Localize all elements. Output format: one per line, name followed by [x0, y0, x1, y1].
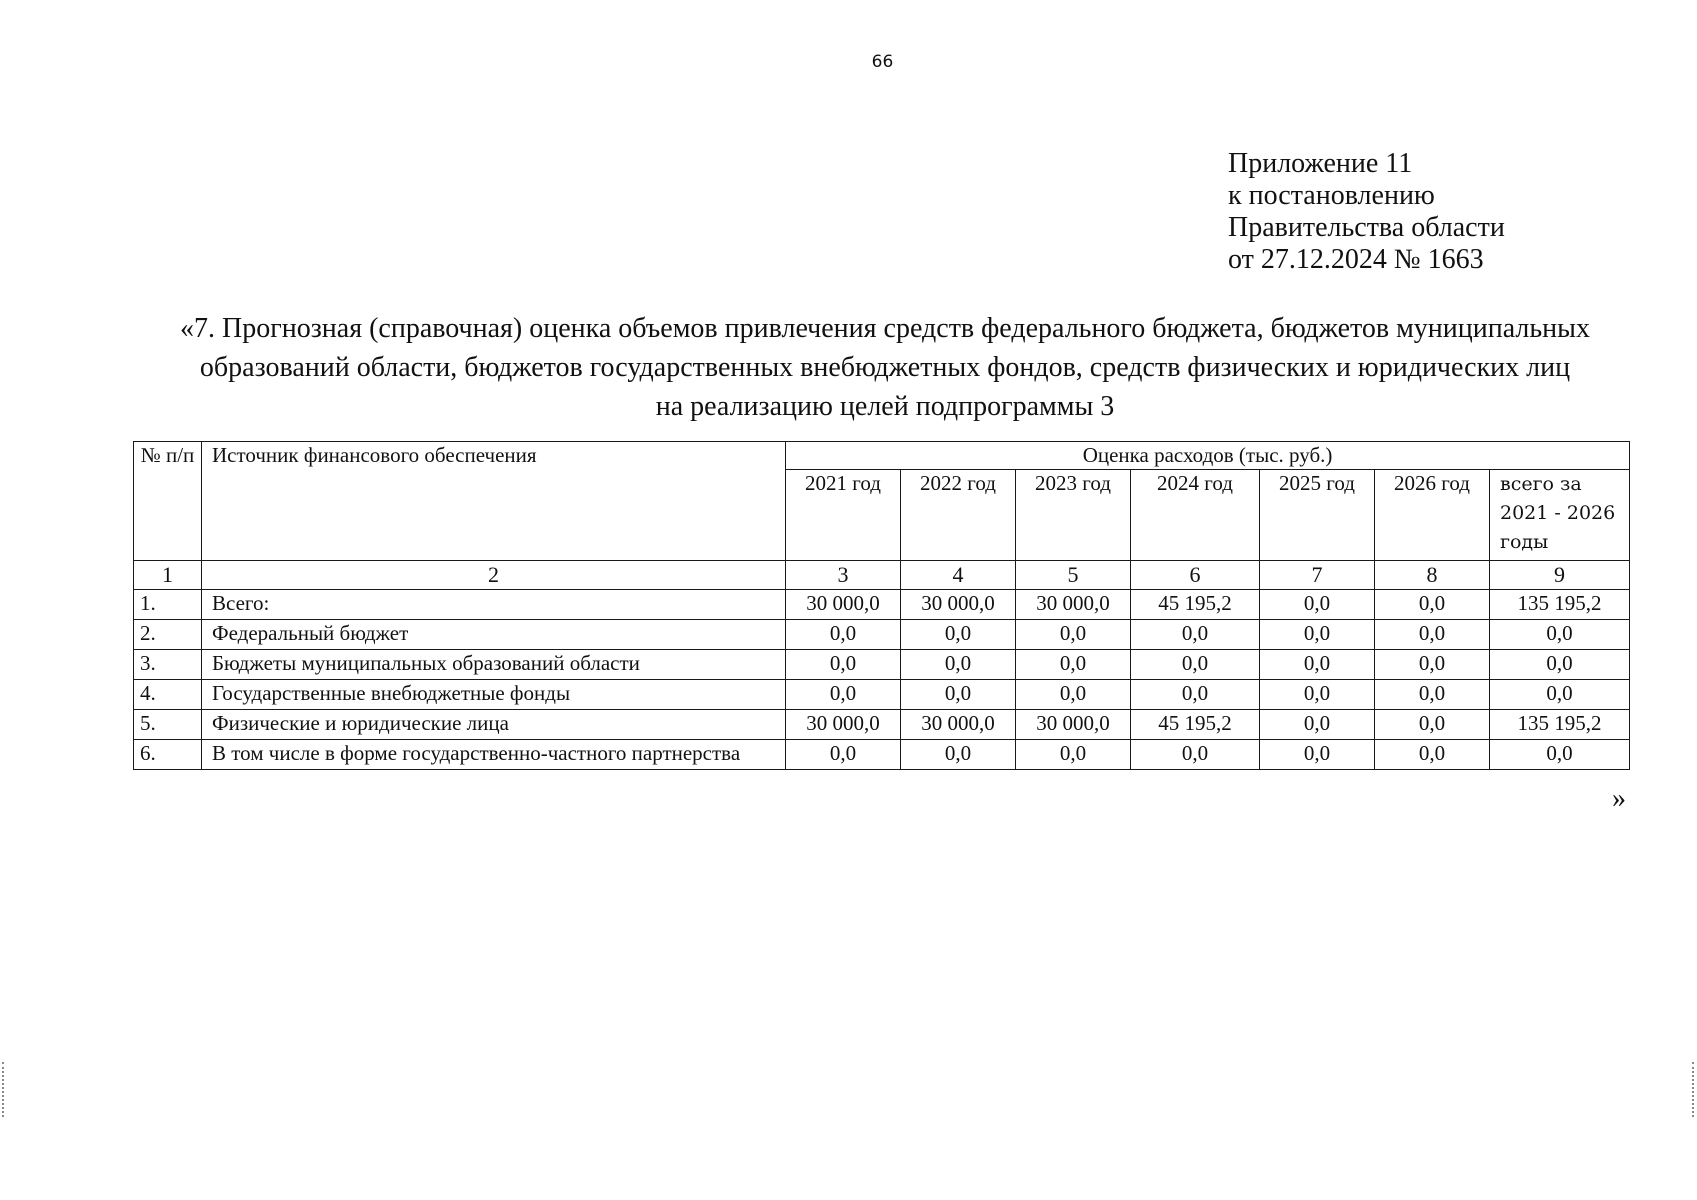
column-index: 2	[202, 561, 786, 590]
row-year-value: 0,0	[786, 620, 901, 650]
row-year-value: 0,0	[1375, 710, 1490, 740]
header-total: всего за 2021 - 2026 годы	[1490, 470, 1630, 561]
row-number: 3.	[134, 650, 202, 680]
header-year: 2022 год	[901, 470, 1016, 561]
row-year-value: 0,0	[1131, 680, 1260, 710]
row-total-value: 0,0	[1490, 650, 1630, 680]
table-row	[134, 680, 1630, 710]
row-year-value: 0,0	[901, 620, 1016, 650]
row-year-value: 30 000,0	[786, 590, 901, 620]
column-index: 3	[786, 561, 901, 590]
row-source: Федеральный бюджет	[202, 620, 786, 650]
column-index: 7	[1260, 561, 1375, 590]
row-number: 4.	[134, 680, 202, 710]
row-year-value: 0,0	[1260, 620, 1375, 650]
appendix-line: Приложение 11	[1228, 148, 1413, 179]
row-year-value: 0,0	[1260, 710, 1375, 740]
row-year-value: 0,0	[1016, 740, 1131, 770]
row-total-value: 0,0	[1490, 680, 1630, 710]
table-row	[134, 620, 1630, 650]
row-total-value: 0,0	[1490, 740, 1630, 770]
table-row	[134, 590, 1630, 620]
funding-table	[133, 441, 1630, 770]
row-source: Государственные внебюджетные фонды	[202, 680, 786, 710]
column-index: 8	[1375, 561, 1490, 590]
row-year-value: 30 000,0	[901, 710, 1016, 740]
appendix-line: от 27.12.2024 № 1663	[1228, 244, 1484, 275]
row-total-value: 0,0	[1490, 620, 1630, 650]
row-year-value: 0,0	[786, 650, 901, 680]
heading-line: на реализацию целей подпрограммы 3	[655, 391, 1115, 422]
header-year: 2023 год	[1016, 470, 1131, 561]
column-index: 4	[901, 561, 1016, 590]
header-year: 2021 год	[786, 470, 901, 561]
column-index: 6	[1131, 561, 1260, 590]
row-year-value: 45 195,2	[1131, 590, 1260, 620]
header-year: 2024 год	[1131, 470, 1260, 561]
row-year-value: 0,0	[1375, 680, 1490, 710]
row-year-value: 45 195,2	[1131, 710, 1260, 740]
heading-line: образований области, бюджетов государственных внебюджетных фондов, средств физических и юридических лиц	[199, 352, 1571, 383]
table-row	[134, 740, 1630, 770]
row-year-value: 0,0	[1260, 650, 1375, 680]
appendix-line: Правительства области	[1228, 212, 1505, 243]
row-year-value: 0,0	[1375, 590, 1490, 620]
header-source: Источник финансового обеспечения	[202, 442, 786, 561]
row-year-value: 0,0	[901, 740, 1016, 770]
row-year-value: 0,0	[1375, 740, 1490, 770]
row-year-value: 0,0	[1131, 740, 1260, 770]
row-source: Всего:	[202, 590, 786, 620]
column-index: 5	[1016, 561, 1131, 590]
scan-edge-mark	[1692, 1062, 1696, 1117]
row-year-value: 0,0	[901, 680, 1016, 710]
header-year: 2026 год	[1375, 470, 1490, 561]
header-year: 2025 год	[1260, 470, 1375, 561]
row-year-value: 30 000,0	[1016, 590, 1131, 620]
row-year-value: 0,0	[1260, 680, 1375, 710]
row-year-value: 0,0	[1016, 650, 1131, 680]
row-year-value: 0,0	[1375, 650, 1490, 680]
header-num: № п/п	[134, 442, 202, 561]
row-source: В том числе в форме государственно-частного партнерства	[202, 740, 786, 770]
row-year-value: 0,0	[1131, 650, 1260, 680]
column-index: 1	[134, 561, 202, 590]
closing-quote: »	[1612, 783, 1626, 814]
appendix-block	[1228, 148, 1505, 276]
row-source: Физические и юридические лица	[202, 710, 786, 740]
row-year-value: 30 000,0	[786, 710, 901, 740]
row-source: Бюджеты муниципальных образований области	[202, 650, 786, 680]
row-number: 6.	[134, 740, 202, 770]
row-total-value: 135 195,2	[1490, 710, 1630, 740]
row-number: 5.	[134, 710, 202, 740]
table-row	[134, 650, 1630, 680]
scan-edge-mark	[2, 1062, 6, 1117]
section-heading	[150, 309, 1620, 426]
page-number: 66	[871, 52, 894, 72]
header-estimate: Оценка расходов (тыс. руб.)	[786, 442, 1630, 470]
column-index: 9	[1490, 561, 1630, 590]
row-number: 1.	[134, 590, 202, 620]
appendix-line: к постановлению	[1228, 180, 1435, 211]
table-row	[134, 710, 1630, 740]
row-total-value: 135 195,2	[1490, 590, 1630, 620]
column-index-row	[134, 561, 1630, 590]
row-year-value: 0,0	[786, 740, 901, 770]
row-year-value: 0,0	[901, 650, 1016, 680]
row-year-value: 0,0	[1016, 620, 1131, 650]
row-year-value: 0,0	[1016, 680, 1131, 710]
row-year-value: 0,0	[1260, 740, 1375, 770]
row-year-value: 30 000,0	[1016, 710, 1131, 740]
row-year-value: 0,0	[1260, 590, 1375, 620]
row-year-value: 30 000,0	[901, 590, 1016, 620]
row-number: 2.	[134, 620, 202, 650]
row-year-value: 0,0	[786, 680, 901, 710]
row-year-value: 0,0	[1131, 620, 1260, 650]
heading-line: «7. Прогнозная (справочная) оценка объемов привлечения средств федерального бюджета, бюджетов муниципальных	[180, 313, 1590, 344]
row-year-value: 0,0	[1375, 620, 1490, 650]
